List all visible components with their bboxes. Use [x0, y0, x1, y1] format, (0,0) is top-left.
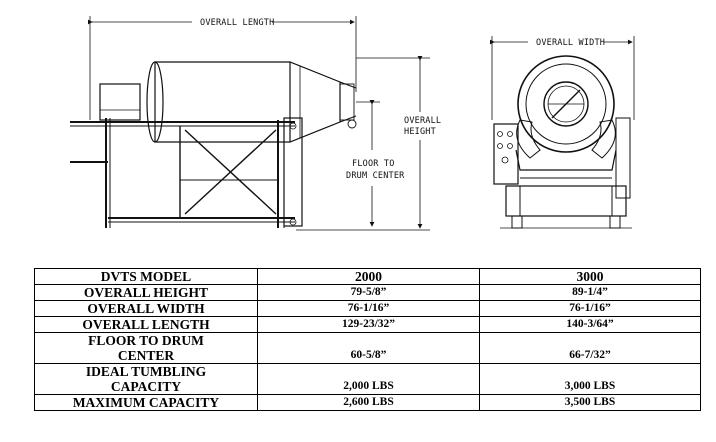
side-view	[70, 16, 430, 230]
overall-height-label-line1: OVERALL	[404, 116, 442, 126]
table-row	[35, 364, 701, 395]
model-3000-header: 3000	[480, 269, 701, 285]
end-view	[492, 36, 634, 228]
model-header: DVTS MODEL	[35, 269, 258, 285]
table-row	[35, 317, 701, 333]
row-value-3000: 3,000 LBS	[480, 364, 701, 395]
floor-to-drum-label-line1: FLOOR TO	[352, 159, 395, 169]
row-value-2000: 60-5/8”	[258, 333, 480, 364]
row-value-2000: 2,000 LBS	[258, 364, 480, 395]
floor-to-drum-label-line2: DRUM CENTER	[346, 171, 405, 181]
row-label-line1: IDEAL TUMBLING	[85, 364, 207, 379]
row-label: MAXIMUM CAPACITY	[35, 395, 258, 411]
row-label: OVERALL HEIGHT	[35, 285, 258, 301]
row-value-3000: 3,500 LBS	[480, 395, 701, 411]
row-value-3000: 140-3/64”	[480, 317, 701, 333]
table-header-row	[35, 269, 701, 285]
row-value-3000: 66-7/32”	[480, 333, 701, 364]
table-row	[35, 333, 701, 364]
row-label-line2: CAPACITY	[110, 379, 182, 394]
table-row	[35, 285, 701, 301]
row-label: OVERALL WIDTH	[35, 301, 258, 317]
row-label	[35, 364, 258, 395]
row-value-2000: 2,600 LBS	[258, 395, 480, 411]
row-label-line2: CENTER	[117, 348, 175, 363]
row-value-3000: 89-1/4”	[480, 285, 701, 301]
row-label-line1: FLOOR TO DRUM	[88, 333, 204, 348]
row-value-2000: 76-1/16”	[258, 301, 480, 317]
row-label	[35, 333, 258, 364]
row-value-2000: 129-23/32”	[258, 317, 480, 333]
row-value-2000: 79-5/8”	[258, 285, 480, 301]
overall-width-label: OVERALL WIDTH	[536, 38, 606, 48]
model-2000-header: 2000	[258, 269, 480, 285]
overall-height-label-line2: HEIGHT	[404, 127, 436, 137]
table-row	[35, 395, 701, 411]
specifications-table	[34, 268, 701, 411]
table-row	[35, 301, 701, 317]
row-label: OVERALL LENGTH	[35, 317, 258, 333]
overall-length-label: OVERALL LENGTH	[200, 18, 275, 28]
row-value-3000: 76-1/16”	[480, 301, 701, 317]
